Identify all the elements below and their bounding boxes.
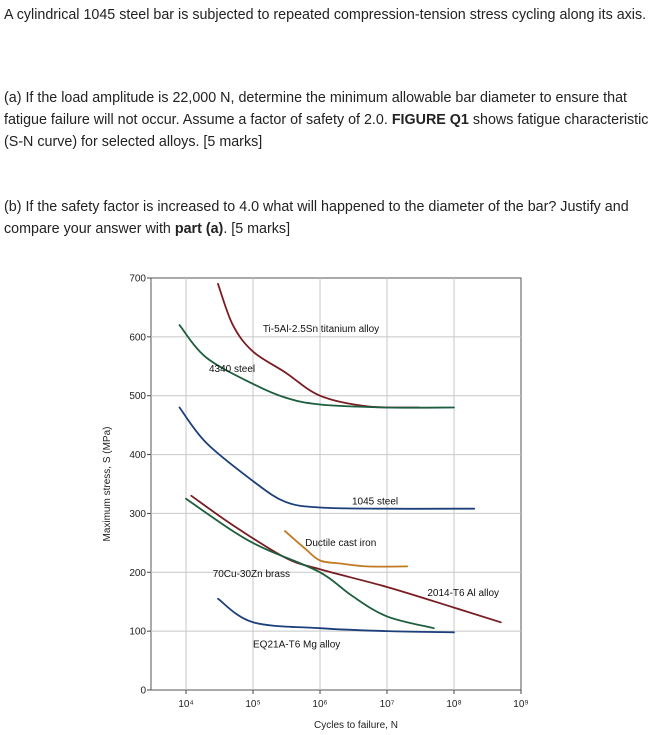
y-tick-labels [129, 274, 151, 697]
question-intro: A cylindrical 1045 steel bar is subjected to repeated compression-tension stress cycling along its axis. [4, 7, 647, 23]
curve-label: Ti-5Al-2.5Sn titanium alloy [262, 324, 380, 336]
y-tick-label: 600 [129, 332, 146, 344]
x-tick-label: 10⁸ [446, 699, 462, 710]
y-tick-label: 0 [140, 685, 146, 697]
curve-label: EQ21A-T6 Mg alloy [253, 639, 341, 651]
curve-label: 2014-T6 Al alloy [427, 587, 500, 599]
part-a-text: (a) If the load amplitude is 22,000 N, determine the minimum allowable bar diameter to ensure that fatigue failure will not occur. Assume a factor of safety of 2.0. [4, 90, 628, 128]
x-tick-label: 10⁶ [312, 699, 328, 710]
y-tick-label: 500 [129, 391, 146, 403]
curve-label: 70Cu-30Zn brass [212, 568, 290, 580]
part-b-text: (b) If the safety factor is increased to 4.0 what will happened to the diameter of the bar? Justify and compare your answer with [4, 199, 629, 237]
curve-label: 1045 steel [351, 496, 399, 508]
x-axis-label: Cycles to failure, N [314, 720, 398, 731]
part-a-figure-ref: FIGURE Q1 [391, 112, 469, 128]
x-tick-label: 10⁵ [245, 699, 261, 710]
y-tick-label: 200 [129, 567, 146, 579]
y-tick-label: 400 [129, 450, 146, 462]
y-tick-label: 100 [129, 626, 146, 638]
x-tick-label: 10⁷ [379, 699, 395, 710]
curve-label: 4340 steel [208, 364, 256, 376]
x-tick-labels [178, 690, 528, 710]
plot-area [151, 278, 521, 690]
y-axis-label: Maximum stress, S (MPa) [102, 426, 113, 542]
x-tick-label: 10⁹ [513, 699, 529, 710]
curve-label: Ductile cast iron [305, 537, 377, 549]
part-a-text-end: shows fatigue characteristic (S-N curve) for selected alloys. [5 marks] [4, 112, 649, 150]
y-tick-label: 300 [129, 508, 146, 520]
part-b-ref: part (a) [174, 221, 224, 237]
x-tick-label: 10⁴ [178, 699, 194, 710]
part-b-text-end: . [5 marks] [223, 221, 291, 237]
y-tick-label: 700 [129, 273, 146, 285]
